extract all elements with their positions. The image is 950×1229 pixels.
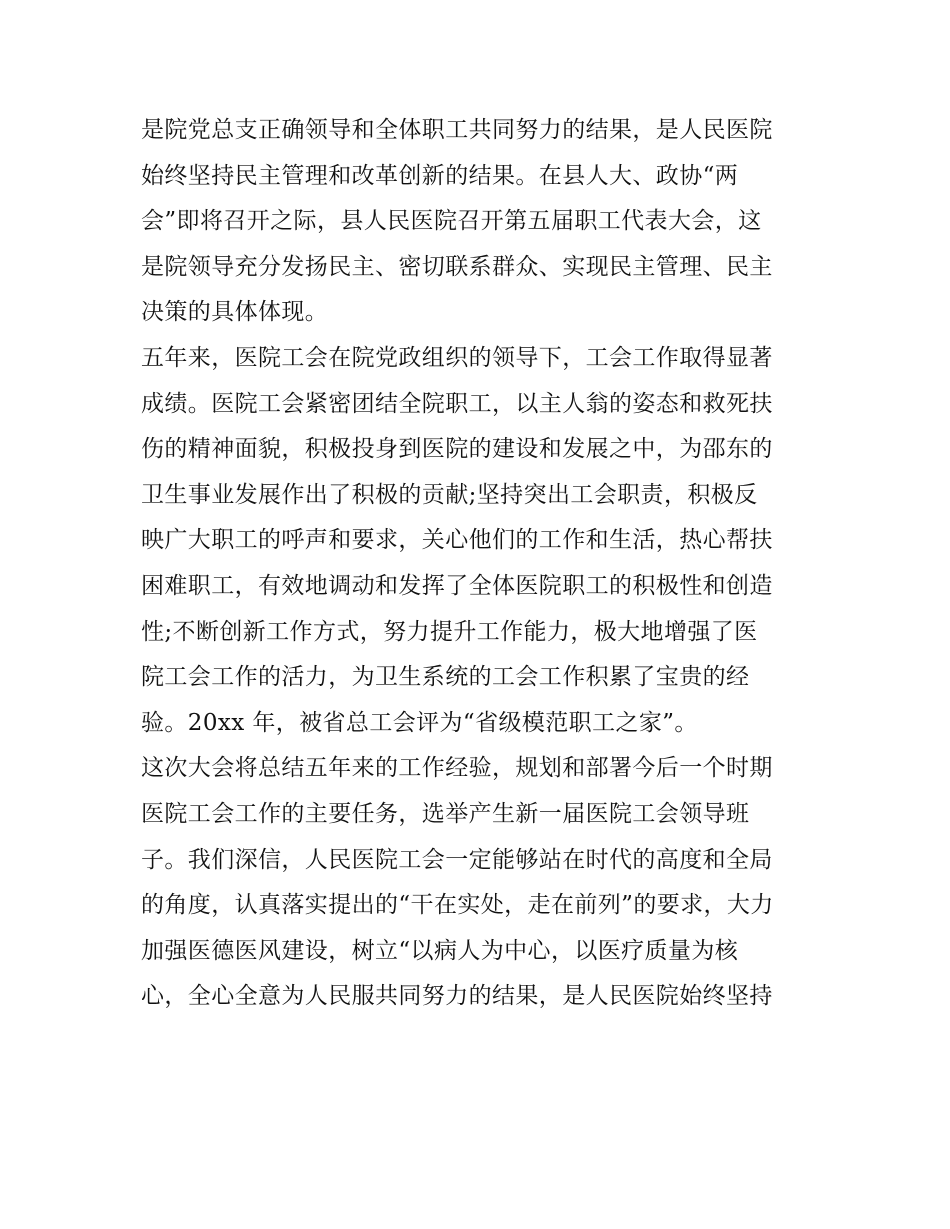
text-line: 五年来，医院工会在院党政组织的领导下，工会工作取得显著 xyxy=(141,344,773,371)
text-line: 是院党总支正确领导和全体职工共同努力的结果，是人民医院 xyxy=(141,117,773,143)
text-line: 成绩。医院工会紧密团结全院职工，以主人翁的姿态和救死扶 xyxy=(141,390,773,417)
text-line: 会”即将召开之际，县人民医院召开第五届职工代表大会，这 xyxy=(141,208,762,235)
text-line: 卫生事业发展作出了积极的贡献;坚持突出工会职责，积极反 xyxy=(141,481,758,508)
text-line: 伤的精神面貌，积极投身到医院的建设和发展之中，为邵东的 xyxy=(141,436,773,463)
text-line: 困难职工，有效地调动和发挥了全体医院职工的积极性和创造 xyxy=(141,572,773,599)
text-line: 是院领导充分发扬民主、密切联系群众、实现民主管理、民主 xyxy=(141,253,773,280)
text-line: 决策的具体体现。 xyxy=(141,299,329,326)
text-line: 性;不断创新工作方式，努力提升工作能力，极大地增强了医 xyxy=(141,618,758,645)
text-line: 这次大会将总结五年来的工作经验，规划和部署今后一个时期 xyxy=(141,755,773,782)
text-line: 心，全心全意为人民服共同努力的结果，是人民医院始终坚持 xyxy=(141,983,773,1010)
body-text xyxy=(141,108,821,1020)
text-line: 子。我们深信，人民医院工会一定能够站在时代的高度和全局 xyxy=(141,846,773,873)
text-line: 始终坚持民主管理和改革创新的结果。在县人大、政协“两 xyxy=(141,162,739,189)
text-line: 院工会工作的活力，为卫生系统的工会工作积累了宝贵的经 xyxy=(141,664,750,691)
text-line: 映广大职工的呼声和要求，关心他们的工作和生活，热心帮扶 xyxy=(141,527,773,554)
text-line: 医院工会工作的主要任务，选举产生新一届医院工会领导班 xyxy=(141,800,750,827)
text-line: 加强医德医风建设，树立“以病人为中心，以医疗质量为核 xyxy=(141,937,739,964)
text-line: 的角度，认真落实提出的“干在实处，走在前列”的要求，大力 xyxy=(141,892,774,919)
text-line: 验。20xx 年，被省总工会评为“省级模范职工之家”。 xyxy=(141,709,698,736)
